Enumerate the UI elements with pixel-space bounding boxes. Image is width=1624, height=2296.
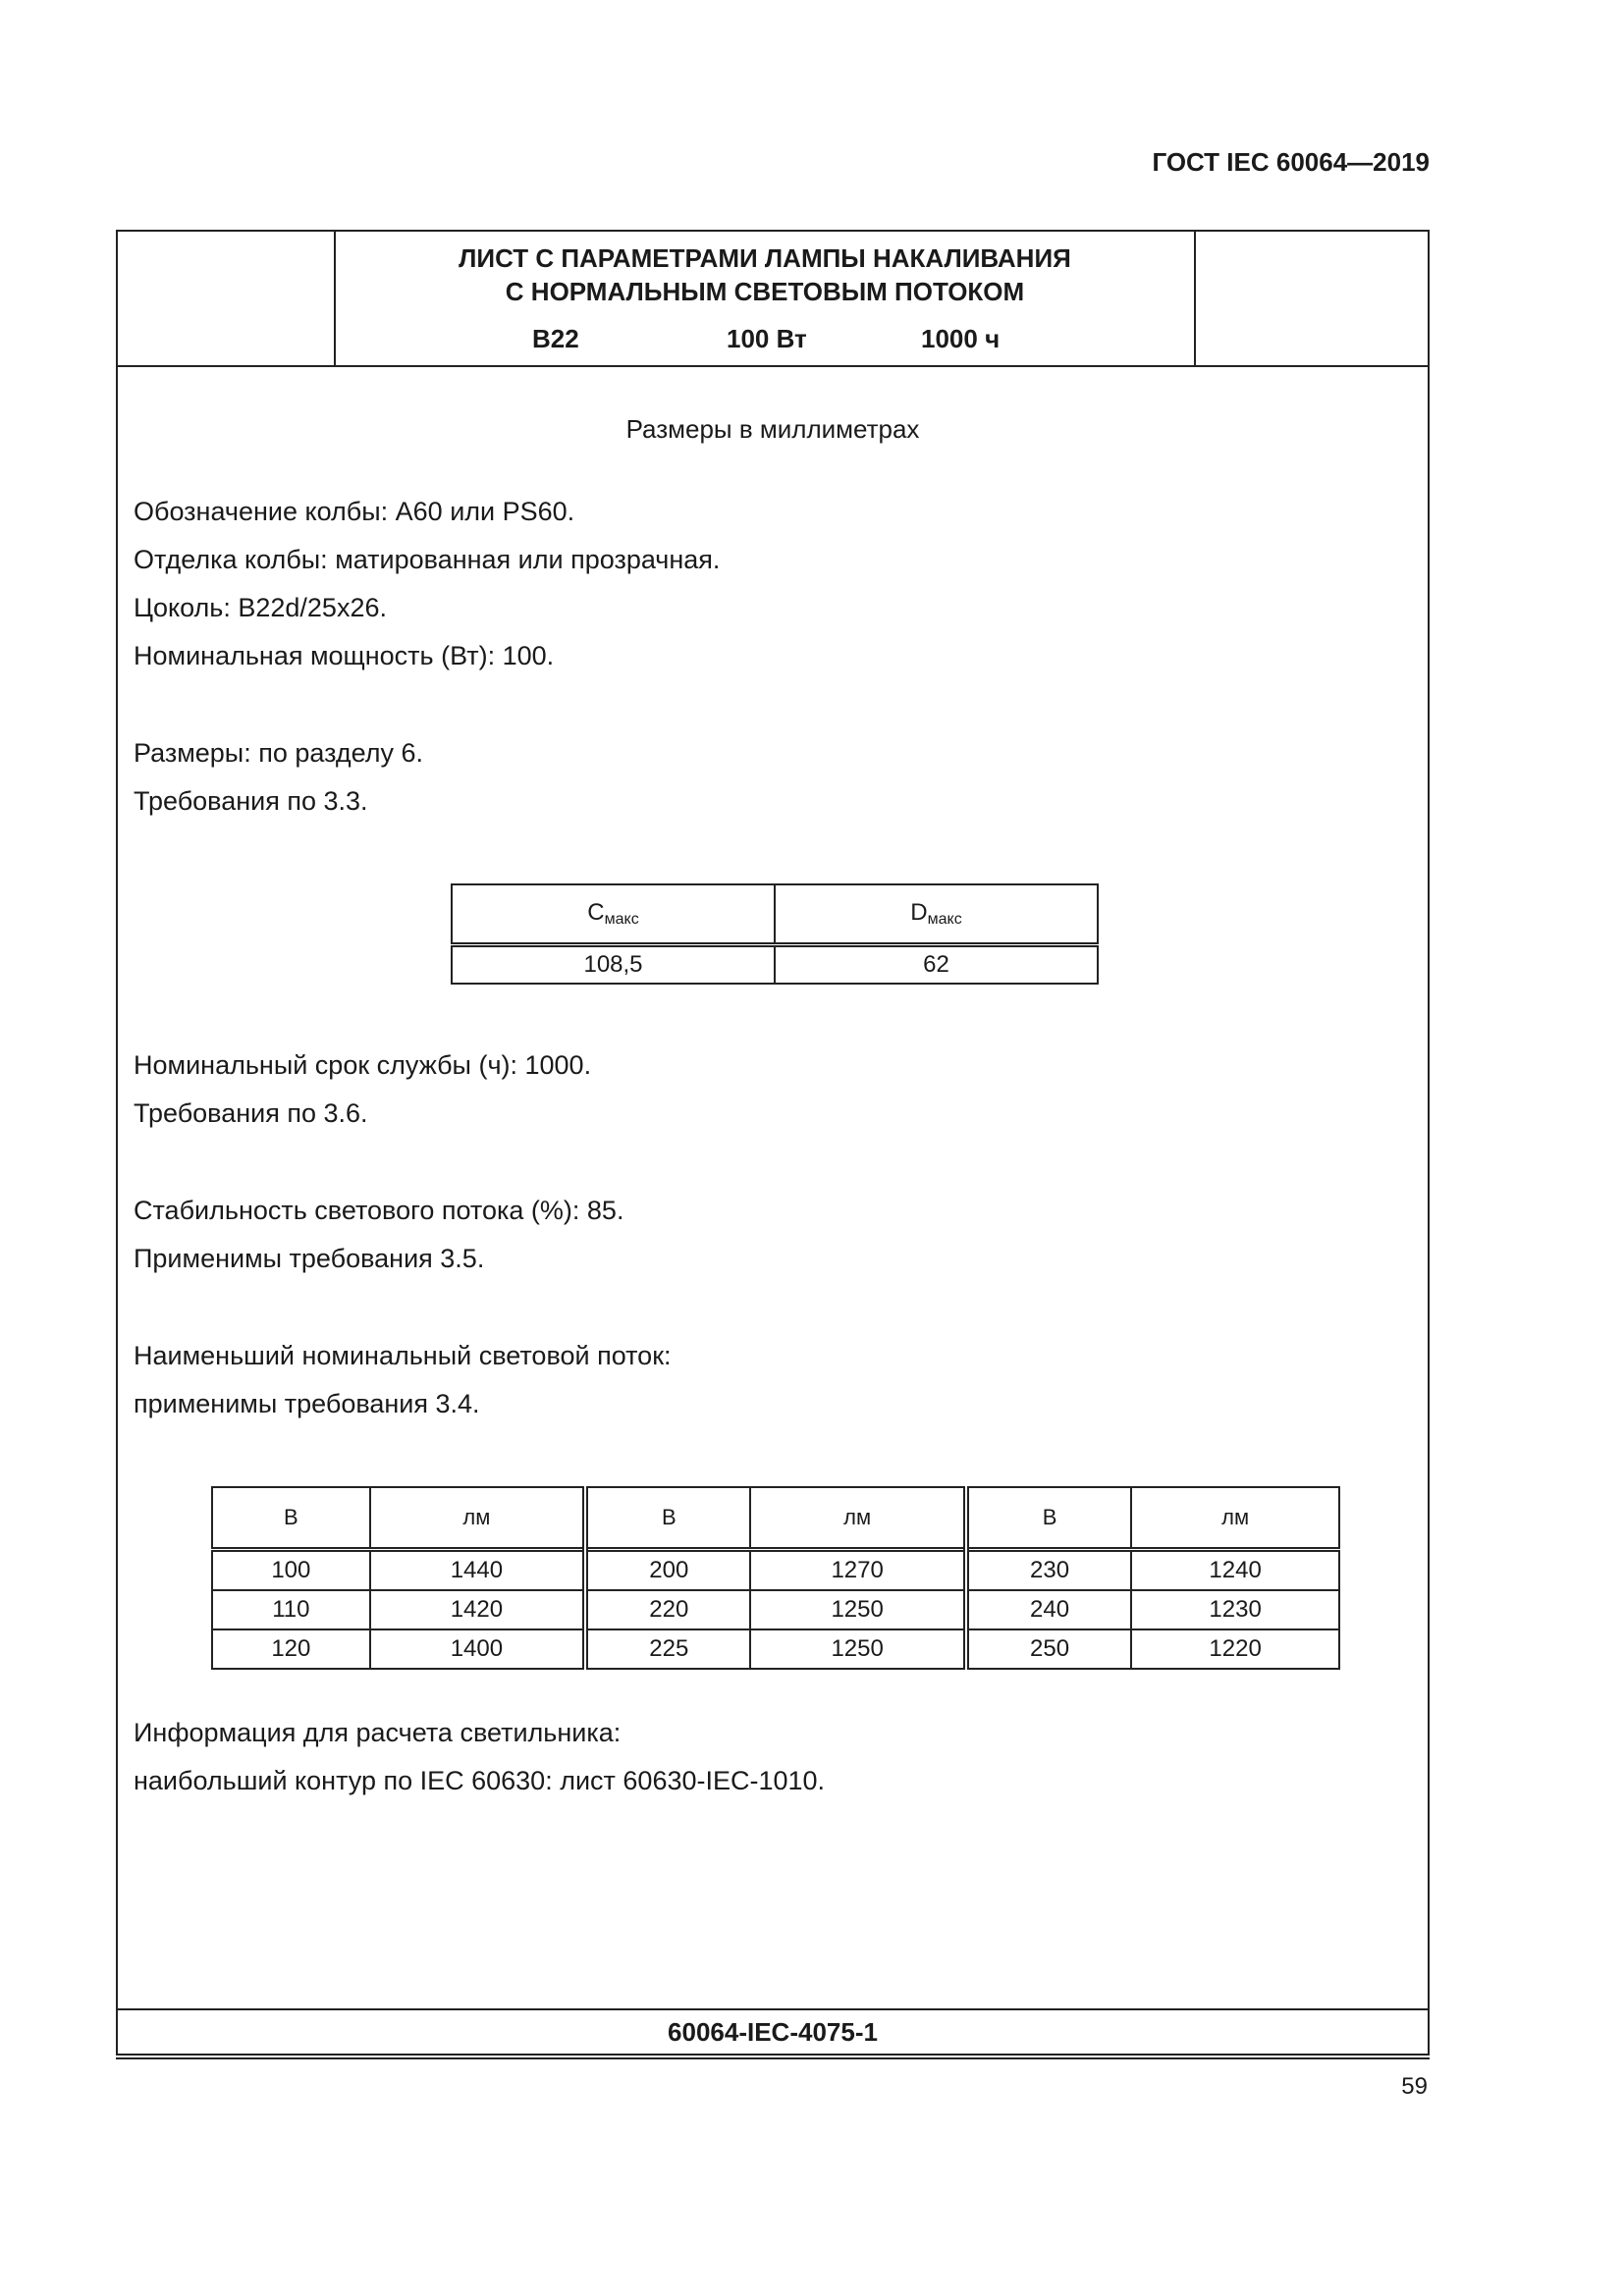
table-row — [212, 1487, 1339, 1550]
sheet-header — [118, 232, 1428, 367]
rated-power: Номинальная мощность (Вт): 100. — [134, 641, 555, 670]
flux-cell: 100 — [212, 1550, 370, 1591]
lamp-base: Цоколь: B22d/25x26. — [134, 593, 387, 622]
flux-header-cell: лм — [1131, 1487, 1339, 1550]
flux-header-cell: В — [212, 1487, 370, 1550]
flux-cell: 1230 — [1131, 1590, 1339, 1629]
bulb-designation: Обозначение колбы: А60 или PS60. — [134, 497, 575, 526]
luminous-flux-table — [211, 1486, 1340, 1670]
dimensions-ref: Размеры: по разделу 6. — [134, 738, 424, 768]
life-requirements: Требования по 3.6. — [134, 1098, 368, 1128]
page-number: 59 — [1401, 2073, 1428, 2100]
table-row — [212, 1590, 1339, 1629]
flux-header-cell: лм — [750, 1487, 965, 1550]
header-right-cell — [1194, 232, 1428, 365]
flux-cell: 1220 — [1131, 1629, 1339, 1669]
table-row — [452, 945, 1098, 985]
flux-cell: 110 — [212, 1590, 370, 1629]
flux-cell: 1250 — [750, 1590, 965, 1629]
sheet-title-line-2: С НОРМАЛЬНЫМ СВЕТОВЫМ ПОТОКОМ — [505, 277, 1025, 306]
sheet-title-line-1: ЛИСТ С ПАРАМЕТРАМИ ЛАМПЫ НАКАЛИВАНИЯ — [459, 243, 1071, 273]
flux-header-cell: В — [966, 1487, 1131, 1550]
header-title-cell — [336, 232, 1194, 365]
flux-cell: 1400 — [370, 1629, 585, 1669]
flux-cell: 220 — [585, 1590, 750, 1629]
flux-cell: 240 — [966, 1590, 1131, 1629]
lumen-maintenance: Стабильность светового потока (%): 85. — [134, 1196, 624, 1225]
c-max-value: 108,5 — [452, 945, 775, 985]
header-params — [336, 324, 1194, 357]
d-max-header: $D_{макс}$ — [775, 884, 1098, 945]
flux-cell: 120 — [212, 1629, 370, 1669]
flux-cell: 1270 — [750, 1550, 965, 1591]
max-contour: наибольший контур по IEC 60630: лист 60630-IEC-1010. — [134, 1766, 826, 1795]
life-rating: 1000 ч — [921, 324, 1001, 353]
dimensions-table — [451, 883, 1099, 985]
bulb-finish: Отделка колбы: матированная или прозрачная. — [134, 545, 721, 574]
sheet-footer: 60064-IEC-4075-1 — [118, 2008, 1428, 2054]
data-sheet — [116, 230, 1430, 2056]
flux-header-cell: лм — [370, 1487, 585, 1550]
dimensions-requirements: Требования по 3.3. — [134, 786, 368, 816]
flux-cell: 1420 — [370, 1590, 585, 1629]
min-luminous-flux: Наименьший номинальный световой поток: — [134, 1341, 672, 1370]
dimensions-note: Размеры в миллиметрах — [625, 414, 920, 444]
table-row — [212, 1550, 1339, 1591]
flux-cell: 1440 — [370, 1550, 585, 1591]
d-max-value: 62 — [775, 945, 1098, 985]
cap-type: B22 — [532, 324, 579, 353]
header-left-cell — [118, 232, 336, 365]
flux-requirements: применимы требования 3.4. — [134, 1389, 480, 1418]
flux-cell: 1240 — [1131, 1550, 1339, 1591]
flux-cell: 250 — [966, 1629, 1131, 1669]
flux-header-cell: В — [585, 1487, 750, 1550]
standard-code: ГОСТ IEC 60064—2019 — [1152, 147, 1430, 177]
luminaire-info: Информация для расчета светильника: — [134, 1718, 622, 1747]
sheet-bottom-rule — [116, 2057, 1430, 2059]
table-row — [212, 1629, 1339, 1669]
table-row — [452, 884, 1098, 945]
rated-life: Номинальный срок службы (ч): 1000. — [134, 1050, 592, 1080]
maintenance-requirements: Применимы требования 3.5. — [134, 1244, 485, 1273]
c-max-header: $C_{макс}$ — [452, 884, 775, 945]
flux-cell: 230 — [966, 1550, 1131, 1591]
power-rating: 100 Вт — [727, 324, 807, 353]
flux-cell: 225 — [585, 1629, 750, 1669]
flux-cell: 1250 — [750, 1629, 965, 1669]
flux-cell: 200 — [585, 1550, 750, 1591]
